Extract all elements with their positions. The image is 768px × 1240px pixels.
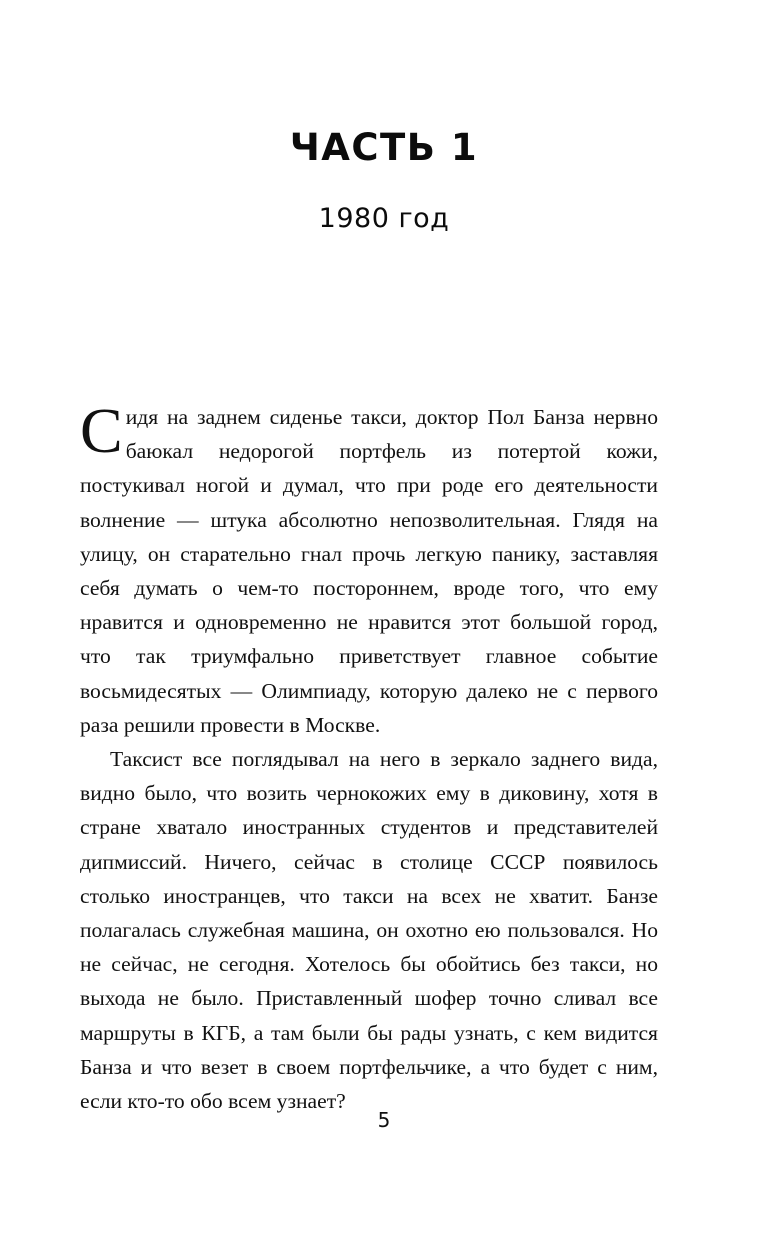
paragraph: Сидя на заднем сиденье такси, доктор Пол Банза нервно баюкал недорогой портфель из потертой кожи, постукивал ногой и думал, что при роде его деятельности волнение — штука абсолютно непозволительная. Глядя на улицу, он старательно гнал прочь легкую панику, заставляя себя думать о чем-то постороннем, вроде того, что ему нравится и одновременно не нравится этот большой город, что так триумфально приветствует главное событие восьмидесятых — Олимпиаду, которую далеко не с первого раза решили провести в Москве. (80, 395, 658, 737)
part-heading-block (0, 0, 768, 234)
page-number: 5 (377, 1108, 391, 1132)
part-subtitle: 1980 год (318, 202, 450, 234)
paragraph: Таксист все поглядывал на него в зеркало заднего вида, видно было, что возить чернокожих ему в диковину, хотя в стране хватало иностранных студентов и представителей дипмиссий. Ничего, сейчас в столице СССР появилось столько иностранцев, что такси на всех не хватит. Банзе полагалась служебная машина, он охотно ею пользовался. Но не сейчас, не сегодня. Хотелось бы обойтись без такси, но выхода не было. Приставленный шофер точно сливал все маршруты в КГБ, а там были бы рады узнать, с кем видится Банза и что везет в своем портфельчике, а что будет с ним, если кто-то обо всем узнает? (80, 747, 658, 1114)
body-text (80, 395, 658, 1118)
part-title: ЧАСТЬ 1 (289, 126, 479, 169)
